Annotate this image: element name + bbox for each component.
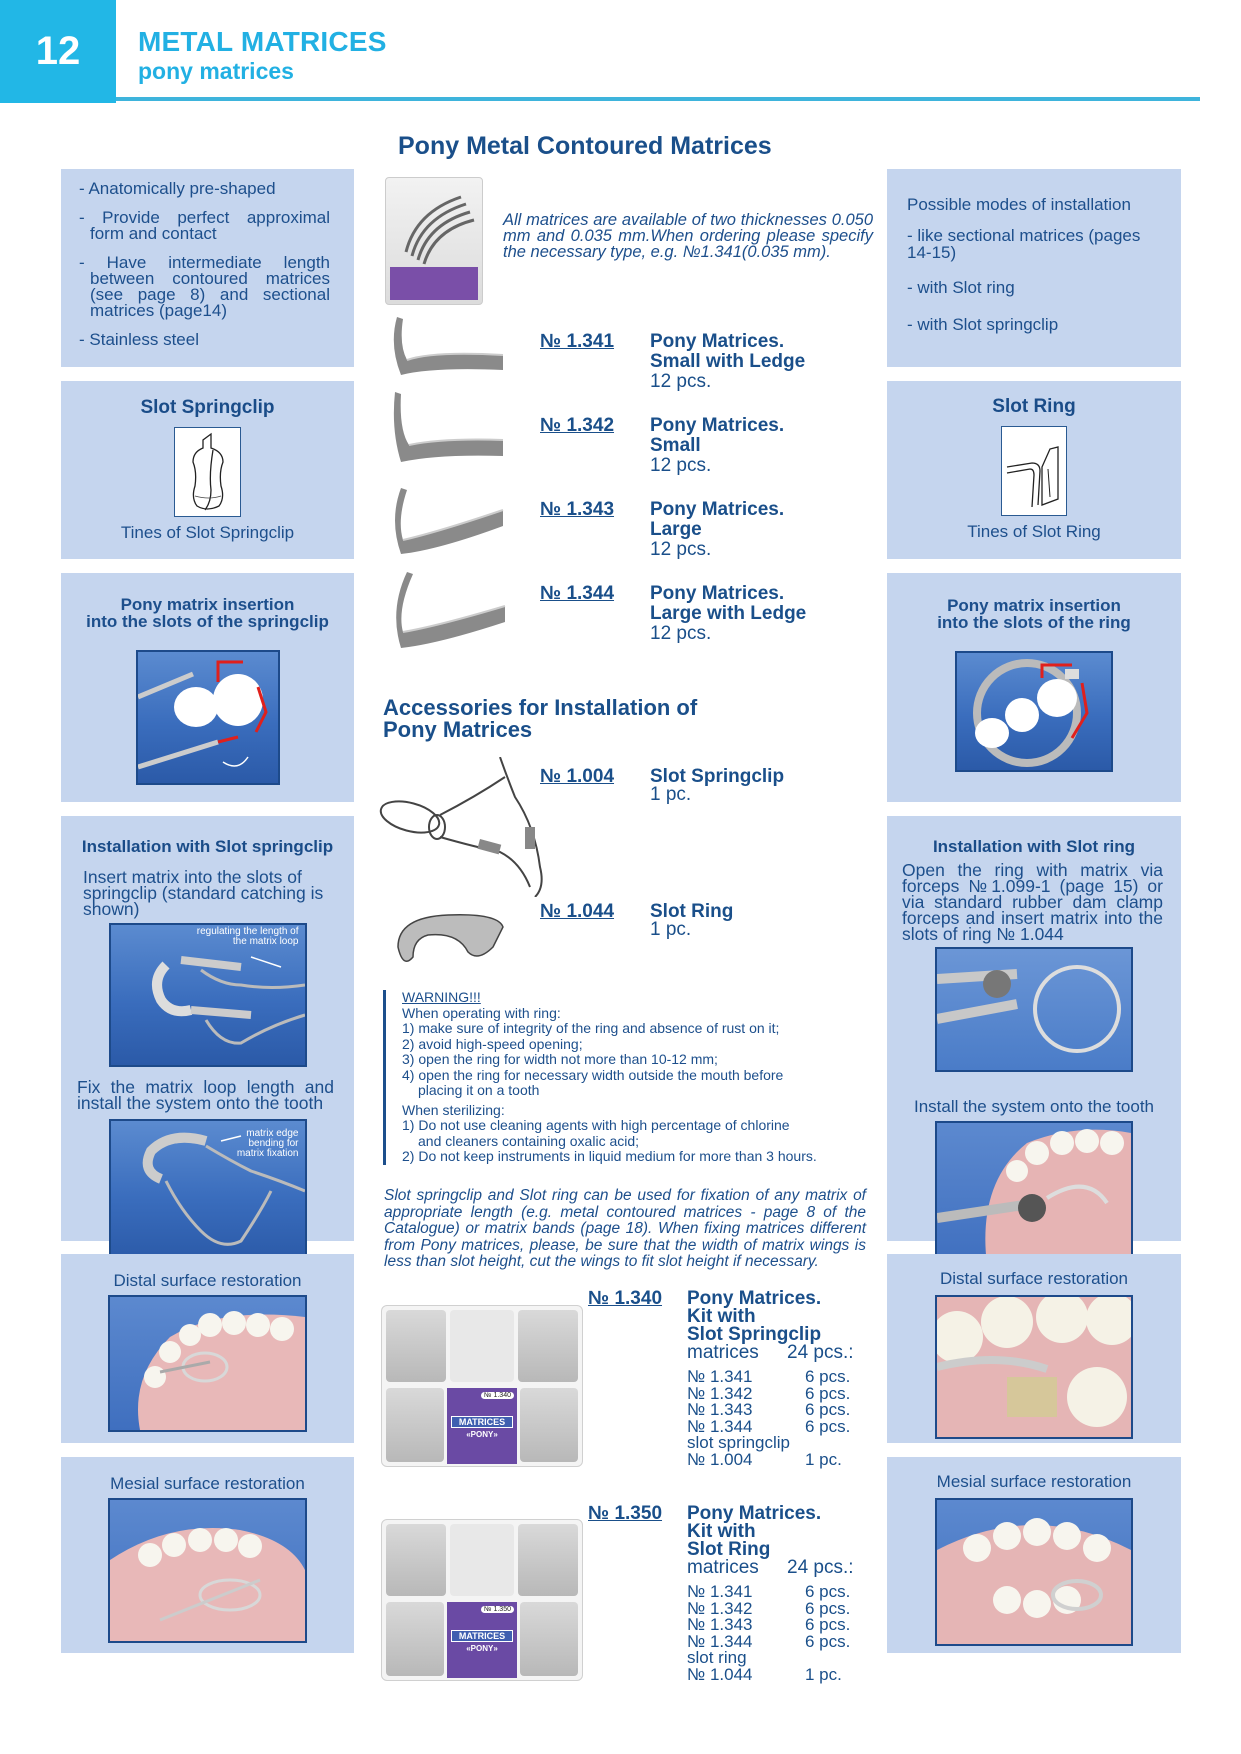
kit-accessory-qty: 1 pc. xyxy=(805,1449,842,1469)
slot-ring-image xyxy=(388,907,508,972)
ring-step2-photo xyxy=(935,1121,1133,1267)
mesial-springclip-photo xyxy=(108,1498,307,1643)
kit-1340-image xyxy=(381,1305,583,1467)
installation-step2: Fix the matrix loop length and install the system onto the tooth xyxy=(77,1077,334,1113)
springclip-step2-photo xyxy=(109,1119,307,1263)
kit-package-sub: «PONY» xyxy=(466,1430,498,1439)
matrix-1341-image xyxy=(393,315,508,377)
slot-springclip-image xyxy=(375,757,550,897)
accessories-title-line2: Pony Matrices xyxy=(383,717,533,742)
kit-matrices-total xyxy=(687,1344,887,1362)
insertion-ring-title-1: Pony matrix insertion xyxy=(947,596,1121,615)
kit-matrices-qty: 24 pcs.: xyxy=(787,1342,854,1363)
kit-accessory-label: slot springclip xyxy=(687,1433,790,1452)
kit-title-line: Kit with xyxy=(687,1306,756,1327)
kit-item-qty: 6 pcs. xyxy=(805,1631,851,1651)
kit-title-line: Pony Matrices. xyxy=(687,1288,822,1309)
matrix-package-image xyxy=(385,177,483,305)
ring-title: Slot Ring xyxy=(992,396,1076,417)
kit-package-sub: «PONY» xyxy=(466,1644,498,1653)
center-title: Pony Metal Contoured Matrices xyxy=(398,132,772,160)
product-code-link[interactable]: № 1.343 xyxy=(540,499,615,520)
matrix-1344-image xyxy=(393,570,508,650)
kit-item-code: № 1.341 xyxy=(687,1582,753,1601)
mesial-ring-photo xyxy=(935,1498,1133,1646)
springclip-step1-photo xyxy=(109,923,307,1067)
mesial-right-box xyxy=(887,1457,1181,1653)
kit-accessory-code: № 1.004 xyxy=(687,1449,753,1469)
warning-item: 1) make sure of integrity of the ring and absence of rust on it; xyxy=(402,1020,780,1036)
warning-item: 4) open the ring for necessary width outside the mouth before xyxy=(402,1066,784,1083)
accessory-qty: 1 pc. xyxy=(650,784,692,805)
kit-item-qty: 6 pcs. xyxy=(805,1416,851,1436)
kit-item-code: № 1.343 xyxy=(687,1400,753,1419)
feature-item: - Stainless steel xyxy=(79,330,199,349)
insertion-ring-title-2: into the slots of the ring xyxy=(937,613,1131,632)
kit-item-code: № 1.344 xyxy=(687,1631,753,1651)
kit-item-qty: 6 pcs. xyxy=(805,1367,851,1386)
insertion-ring-illustration xyxy=(955,651,1113,772)
feature-item: - Provide perfect approximal form and contact xyxy=(79,208,330,243)
ring-box xyxy=(887,381,1181,559)
kit-matrices-label: matrices xyxy=(687,1342,759,1363)
modes-heading: Possible modes of installation xyxy=(907,195,1131,214)
distal-left-box xyxy=(61,1254,354,1443)
product-code-link[interactable]: № 1.344 xyxy=(540,583,615,604)
section-title: METAL MATRICES xyxy=(138,26,387,57)
kit-item-qty: 6 pcs. xyxy=(805,1383,851,1403)
product-qty: 12 pcs. xyxy=(650,623,712,644)
header-divider xyxy=(116,97,1200,101)
step2-annotation: matrix edge bending for matrix fixation xyxy=(236,1128,299,1159)
kit-title-line: Kit with xyxy=(687,1521,756,1542)
accessory-code-link[interactable]: № 1.044 xyxy=(540,901,615,922)
distal-right-box xyxy=(887,1254,1181,1443)
warning-operating-intro: When operating with ring: xyxy=(402,1004,561,1021)
matrix-1342-image xyxy=(393,390,508,465)
kit-package-brand: MATRICES xyxy=(451,1630,513,1642)
product-qty: 12 pcs. xyxy=(650,371,712,392)
kit-accessory xyxy=(687,1664,887,1684)
product-name: Pony Matrices. xyxy=(650,499,785,520)
product-name: Pony Matrices. xyxy=(650,415,785,436)
kit-matrices-qty: 24 pcs.: xyxy=(787,1557,854,1578)
product-variant: Large with Ledge xyxy=(650,603,807,624)
warning-item: 1) Do not use cleaning agents with high percentage of chlorine xyxy=(402,1117,790,1133)
distal-ring-photo xyxy=(935,1295,1133,1439)
thickness-note: All matrices are available of two thicknesses 0.050 mm and 0.035 mm.When ordering please specify the necessary type, e.g. №1.341(0.035 mm). xyxy=(503,211,873,261)
warning-block xyxy=(383,990,853,1165)
springclip-box xyxy=(61,381,354,559)
insertion-springclip-box xyxy=(61,573,354,802)
product-qty: 12 pcs. xyxy=(650,539,712,560)
kit-item-code: № 1.342 xyxy=(687,1598,753,1618)
matrix-1343-image xyxy=(393,480,508,555)
kit-item-qty: 6 pcs. xyxy=(805,1615,851,1634)
ring-step1-photo xyxy=(935,947,1133,1072)
modes-item: - with Slot springclip xyxy=(907,315,1059,334)
kit-item-code: № 1.343 xyxy=(687,1615,753,1634)
product-qty: 12 pcs. xyxy=(650,455,712,476)
page-number: 12 xyxy=(0,0,116,103)
step1-annotation: regulating the length of the matrix loop xyxy=(196,926,299,947)
warning-item: and cleaners containing oxalic acid; xyxy=(418,1132,640,1149)
kit-matrices-label: matrices xyxy=(687,1557,759,1578)
ring-tine-icon xyxy=(1001,426,1067,516)
kit-package-label xyxy=(447,1602,517,1678)
warning-item: 2) avoid high-speed opening; xyxy=(402,1035,583,1052)
kit-accessory-code: № 1.044 xyxy=(687,1664,753,1684)
installation-modes-box xyxy=(887,169,1181,367)
kit-package-code: № 1.340 xyxy=(481,1392,514,1399)
kit-package-label xyxy=(447,1388,517,1464)
kit-title-line: Pony Matrices. xyxy=(687,1503,822,1524)
product-variant: Small with Ledge xyxy=(650,351,806,372)
installation-ring-title: Installation with Slot ring xyxy=(932,837,1136,856)
warning-heading: WARNING!!! xyxy=(402,989,481,1005)
installation-step1: Insert matrix into the slots of springclip (standard catching is shown) xyxy=(83,867,324,919)
product-code-link[interactable]: № 1.342 xyxy=(540,415,615,436)
accessory-name: Slot Springclip xyxy=(650,766,785,787)
kit-accessory-qty: 1 pc. xyxy=(805,1664,842,1684)
kit-item-qty: 6 pcs. xyxy=(805,1598,851,1618)
insertion-title-1: Pony matrix insertion xyxy=(120,595,295,614)
accessory-name: Slot Ring xyxy=(650,901,734,922)
kit-1350-image xyxy=(381,1519,583,1681)
accessory-code-link[interactable]: № 1.004 xyxy=(540,766,615,787)
ring-caption: Tines of Slot Ring xyxy=(967,522,1101,541)
kit-title-line: Slot Springclip xyxy=(687,1324,822,1345)
kit-accessory-label: slot ring xyxy=(687,1648,747,1667)
installation-ring-box xyxy=(887,816,1181,1241)
modes-item: - with Slot ring xyxy=(907,278,1015,297)
springclip-caption: Tines of Slot Springclip xyxy=(120,523,295,542)
kit-package-brand: MATRICES xyxy=(451,1416,513,1428)
accessory-qty: 1 pc. xyxy=(650,919,692,940)
kit-title-line: Slot Ring xyxy=(687,1539,771,1560)
usage-note: Slot springclip and Slot ring can be used for fixation of any matrix of appropriate length (e.g. metal contoured matrices - page 8 of the Catalogue) or matrix bands (page 18). When fixing matrices different from Pony matrices, please, be sure that the width of matrix wings is less than slot height, cut the wings to fit slot height if necessary. xyxy=(384,1187,866,1271)
mesial-caption-right: Mesial surface restoration xyxy=(936,1472,1132,1491)
modes-item: - like sectional matrices (pages 14-15) xyxy=(907,226,1141,262)
package-label xyxy=(390,267,478,300)
kit-package-code: № 1.350 xyxy=(481,1606,514,1613)
warning-item: 3) open the ring for width not more than 10-12 mm; xyxy=(402,1051,718,1067)
accessories-title xyxy=(383,697,697,741)
section-subtitle: pony matrices xyxy=(138,58,294,84)
insertion-title-2: into the slots of the springclip xyxy=(86,612,329,631)
distal-springclip-photo xyxy=(108,1295,307,1432)
features-box xyxy=(61,169,354,367)
feature-item: - Have intermediate length between contoured matrices (see page 8) and sectional matrices (page14) xyxy=(79,253,330,320)
installation-springclip-title: Installation with Slot springclip xyxy=(81,837,334,856)
distal-caption-right: Distal surface restoration xyxy=(939,1269,1129,1288)
product-variant: Large xyxy=(650,519,702,540)
kit-item-qty: 6 pcs. xyxy=(805,1582,851,1601)
product-variant: Small xyxy=(650,435,701,456)
mesial-left-box xyxy=(61,1457,354,1653)
kit-item-code: № 1.342 xyxy=(687,1383,753,1403)
installation-ring-step2: Install the system onto the tooth xyxy=(913,1097,1155,1116)
warning-item: placing it on a tooth xyxy=(418,1082,540,1098)
springclip-tine-icon xyxy=(174,427,241,517)
insertion-ring-box xyxy=(887,573,1181,802)
product-code-link[interactable]: № 1.341 xyxy=(540,331,615,352)
kit-item-qty: 6 pcs. xyxy=(805,1400,851,1419)
kit-item-code: № 1.341 xyxy=(687,1367,753,1386)
kit-code-link[interactable]: № 1.350 xyxy=(588,1503,663,1524)
warning-item: 2) Do not keep instruments in liquid medium for more than 3 hours. xyxy=(402,1148,817,1164)
feature-item: - Anatomically pre-shaped xyxy=(79,179,276,198)
mesial-caption-left: Mesial surface restoration xyxy=(110,1474,305,1493)
installation-ring-step1: Open the ring with matrix via forceps №1.099-1 (page 15) or via standard rubber dam clamp forceps and insert matrix into the slots of ring № 1.044 xyxy=(902,860,1163,944)
installation-springclip-box xyxy=(61,816,354,1241)
accessories-title-line1: Accessories for Installation of xyxy=(383,695,698,720)
kit-accessory xyxy=(687,1449,887,1469)
warning-sterilizing-intro: When sterilizing: xyxy=(402,1101,505,1118)
product-name: Pony Matrices. xyxy=(650,331,785,352)
product-name: Pony Matrices. xyxy=(650,583,785,604)
kit-matrices-total xyxy=(687,1559,887,1577)
distal-caption-left: Distal surface restoration xyxy=(113,1271,302,1290)
kit-item-code: № 1.344 xyxy=(687,1416,753,1436)
insertion-springclip-illustration xyxy=(136,650,280,785)
kit-code-link[interactable]: № 1.340 xyxy=(588,1288,663,1309)
springclip-title: Slot Springclip xyxy=(140,397,275,418)
